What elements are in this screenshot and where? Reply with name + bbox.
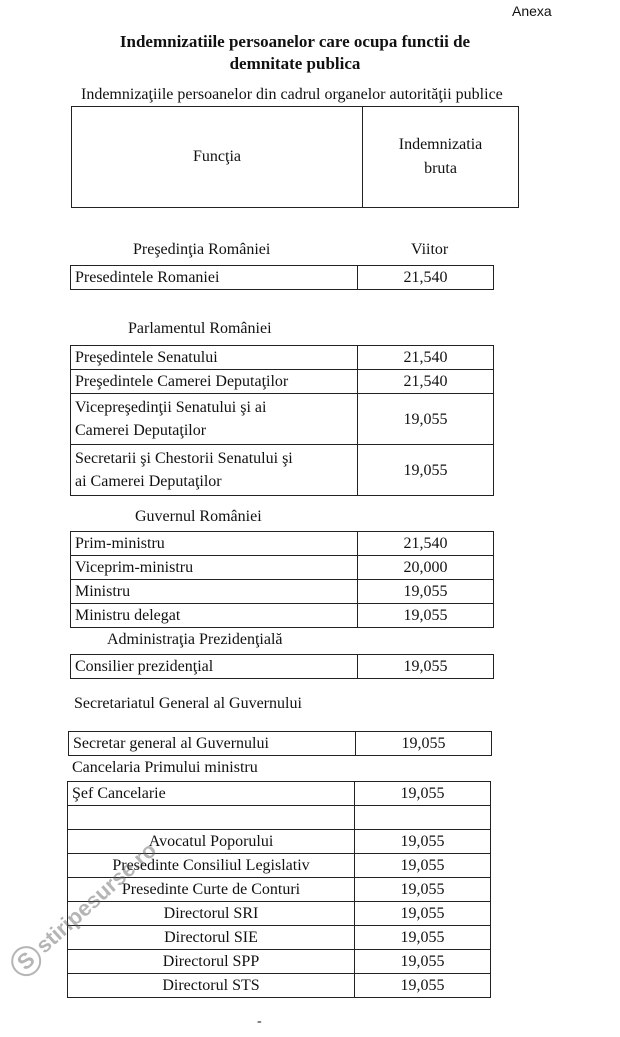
- table-row: Avocatul Poporului 19,055: [68, 830, 491, 854]
- annex-label: Anexa: [512, 3, 552, 19]
- table-row: Directorul STS 19,055: [68, 974, 491, 998]
- presidential-administration-table: [70, 654, 494, 679]
- footer-mark: -: [257, 1014, 262, 1029]
- column-label-future: Viitor: [411, 241, 449, 258]
- table-row: Directorul SPP 19,055: [68, 950, 491, 974]
- section-title-presidency: Preşedinţia României: [133, 241, 271, 258]
- table-row: Directorul SRI 19,055: [68, 902, 491, 926]
- document-subtitle: Indemnizaţiile persoanelor din cadrul organelor autorităţii publice: [81, 86, 503, 103]
- table-row: Secretarii şi Chestorii Senatului şi ai Camerei Deputaţilor 19,055: [71, 445, 494, 496]
- table-row: Preşedintele Camerei Deputaţilor 21,540: [71, 370, 494, 394]
- section-title-pm-chancellery: Cancelaria Primului ministru: [72, 759, 258, 776]
- table-row: Vicepreşedinţii Senatului şi ai Camerei Deputaţilor 19,055: [71, 394, 494, 445]
- table-row: Prim-ministru 21,540: [71, 532, 494, 556]
- document-title-line2: demnitate publica: [229, 54, 361, 73]
- table-row: Preşedintele Senatului 21,540: [71, 346, 494, 370]
- document-title-line1: Indemnizatiile persoanelor care ocupa functii de: [119, 32, 471, 51]
- section-title-parliament: Parlamentul României: [128, 320, 272, 337]
- header-indemnity-cell: Indemnizatia bruta: [363, 107, 519, 208]
- general-secretariat-table: [68, 731, 492, 756]
- table-row: Presedintele Romaniei 21,540: [71, 266, 494, 290]
- section-title-government: Guvernul României: [135, 508, 262, 525]
- section-title-presidential-administration: Administraţia Prezidenţială: [107, 631, 283, 648]
- table-row: Şef Cancelarie 19,055: [68, 782, 491, 806]
- pm-chancellery-table: [67, 781, 491, 998]
- header-function-cell: Funcţia: [72, 107, 363, 208]
- table-row: Consilier prezidenţial 19,055: [71, 655, 494, 679]
- table-row: Ministru 19,055: [71, 580, 494, 604]
- table-row: [68, 806, 491, 830]
- presidency-table: [70, 265, 494, 290]
- section-title-general-secretariat: Secretariatul General al Guvernului: [74, 695, 302, 712]
- government-table: [70, 531, 494, 628]
- table-row: Presedinte Curte de Conturi 19,055: [68, 878, 491, 902]
- parliament-table: [70, 345, 494, 496]
- table-row: Presedinte Consiliul Legislativ 19,055: [68, 854, 491, 878]
- watermark: Sstiripesurse.ro: [5, 836, 163, 983]
- table-row: Ministru delegat 19,055: [71, 604, 494, 628]
- header-table: [71, 106, 519, 208]
- table-row: Directorul SIE 19,055: [68, 926, 491, 950]
- watermark-logo-icon: S: [5, 940, 47, 982]
- table-row: Secretar general al Guvernului 19,055: [69, 732, 492, 756]
- table-row: Viceprim-ministru 20,000: [71, 556, 494, 580]
